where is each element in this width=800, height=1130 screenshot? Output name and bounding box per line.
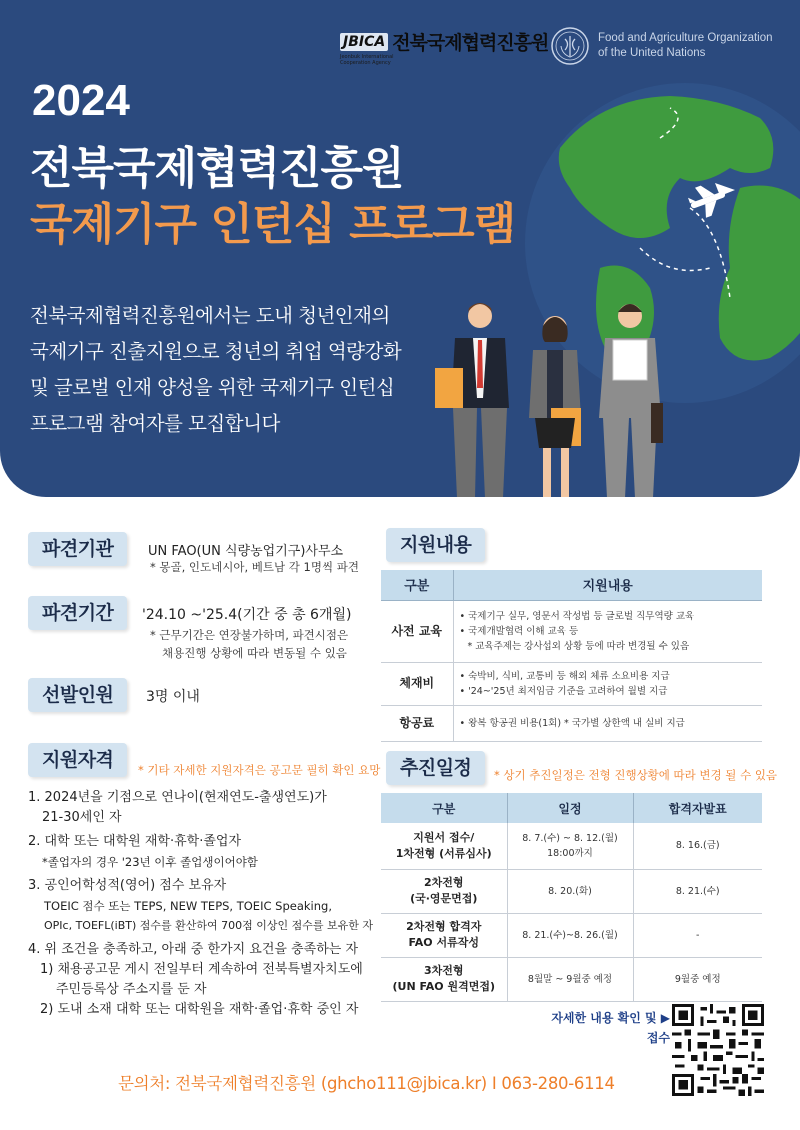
step-line: 2차전형 합격자 [406, 920, 482, 933]
jbica-sub-line1: Jeonbuk International [340, 54, 394, 60]
jbica-subtitle [340, 54, 394, 66]
table-cell: 체재비 [381, 662, 453, 705]
list-item [28, 876, 388, 936]
jbica-logo [340, 28, 549, 66]
qual-item-3: 3. 공인어학성적(영어) 점수 보유자 [28, 878, 227, 893]
qual-item-2-note: *졸업자의 경우 '23년 이후 졸업생이어야함 [42, 855, 258, 869]
fao-name [598, 31, 773, 61]
qual-item-4-sub2: 2) 도내 소재 대학 또는 대학원을 재학·졸업·휴학 중인 자 [40, 1002, 359, 1017]
contact-info: 문의처: 전북국제협력진흥원 (ghcho111@jbica.kr) I 063-280-6114 [118, 1074, 615, 1093]
step-line: 지원서 접수/ [413, 830, 475, 844]
support-line: • '24~'25년 최저임금 기준을 고려하여 월별 지급 [459, 685, 668, 697]
table-row [381, 869, 762, 913]
intro-line: 국제기구 진출지원으로 청년의 취업 역량강화 [30, 340, 402, 363]
support-line: • 국제기구 실무, 영문서 작성법 등 글로벌 직무역량 교육 [459, 610, 695, 622]
jbica-mark: JBICA [340, 33, 388, 51]
table-header: 구분 [381, 793, 507, 823]
table-cell [381, 957, 507, 1001]
date-line: 8. 7.(수) ~ 8. 12.(월) [522, 832, 618, 844]
step-line: 2차전형 [423, 876, 464, 889]
table-cell [507, 823, 633, 869]
qual-item-4-sub1a: 1) 채용공고문 게시 전일부터 계속하여 전북특별자치도에 [40, 962, 363, 977]
dispatch-period-value: '24.10 ~'25.4(기간 중 총 6개월) [142, 607, 352, 623]
list-item [28, 832, 388, 872]
qual-item-4-sub1b: 주민등록상 주소지를 둔 자 [56, 982, 207, 997]
selection-value: 3명 이내 [146, 689, 200, 705]
table-cell [453, 600, 762, 662]
dispatch-org-label: 파견기관 [28, 532, 127, 566]
schedule-label: 추진일정 [386, 751, 485, 785]
table-header: 지원내용 [453, 570, 762, 600]
table-header: 합격자발표 [633, 793, 762, 823]
fao-logo [550, 26, 773, 66]
table-cell [453, 662, 762, 705]
table-header-row [381, 793, 762, 823]
table-row [381, 913, 762, 957]
table-cell [381, 869, 507, 913]
support-line: • 국제개발협력 이해 교육 등 [459, 625, 579, 637]
support-line: • 왕복 항공권 비용(1회) * 국가별 상한액 내 실비 지급 [459, 717, 685, 729]
qualifications-note: * 기타 자세한 지원자격은 공고문 필히 확인 요망 [138, 763, 381, 777]
table-cell [381, 823, 507, 869]
table-cell: - [633, 913, 762, 957]
support-line: • 숙박비, 식비, 교통비 등 해외 체류 소요비용 지급 [459, 670, 670, 682]
dispatch-org-note: * 몽골, 인도네시아, 베트남 각 1명씩 파견 [150, 560, 359, 574]
step-line: 3차전형 [423, 964, 464, 977]
table-cell [453, 705, 762, 741]
fao-emblem-icon [550, 26, 590, 66]
table-row [381, 600, 762, 662]
dispatch-period-note-2: 채용진행 상황에 따라 변동될 수 있음 [162, 646, 347, 660]
qualifications-label: 지원자격 [28, 743, 127, 777]
table-row [381, 662, 762, 705]
qual-item-1b: 21-30세인 자 [42, 810, 122, 825]
support-table [381, 570, 762, 742]
intro-line: 전북국제협력진흥원에서는 도내 청년인재의 [30, 304, 390, 327]
qual-item-1a: 1. 2024년을 기점으로 연나이(현재연도-출생연도)가 [28, 790, 327, 805]
table-cell: 사전 교육 [381, 600, 453, 662]
schedule-table [381, 793, 762, 1002]
step-line: 1차전형 (서류심사) [395, 846, 492, 860]
list-item [28, 940, 388, 1020]
qr-code-icon[interactable] [672, 1004, 764, 1096]
hero-banner [0, 0, 800, 497]
qual-item-3-sub2: OPIc, TOEFL(iBT) 점수를 환산하여 700점 이상인 점수를 보유한 자 [44, 919, 374, 932]
table-header: 일정 [507, 793, 633, 823]
step-line: FAO 서류작성 [408, 936, 479, 949]
qual-item-4: 4. 위 조건을 충족하고, 아래 중 한가지 요건을 충족하는 자 [28, 942, 359, 957]
table-cell [381, 913, 507, 957]
step-line: (국·영문면접) [410, 892, 478, 905]
dispatch-org-value: UN FAO(UN 식량농업기구)사무소 [148, 544, 344, 559]
table-cell: 8. 20.(화) [507, 869, 633, 913]
apply-link-line2[interactable]: 접수 [646, 1031, 670, 1045]
table-cell: 항공료 [381, 705, 453, 741]
dispatch-period-note-1: * 근무기간은 연장불가하며, 파견시점은 [150, 628, 349, 642]
title-sub: 국제기구 인턴십 프로그램 [30, 199, 516, 250]
people-illustration [425, 298, 680, 497]
qual-item-3-sub1: TOEIC 점수 또는 TEPS, NEW TEPS, TOEIC Speaking, [44, 899, 332, 913]
table-row [381, 823, 762, 869]
fao-line1: Food and Agriculture Organization [598, 32, 773, 44]
support-label: 지원내용 [386, 528, 485, 562]
table-row [381, 705, 762, 741]
title-main: 전북국제협력진흥원 [30, 143, 404, 194]
fao-line2: of the United Nations [598, 47, 706, 59]
table-cell: 8. 21.(수) [633, 869, 762, 913]
apply-link-line1[interactable]: 자세한 내용 확인 및 ▶ [551, 1011, 670, 1025]
apply-link[interactable] [530, 1008, 670, 1048]
table-header: 구분 [381, 570, 453, 600]
table-cell: 8. 16.(금) [633, 823, 762, 869]
jbica-name: 전북국제협력진흥원 [392, 32, 549, 54]
qual-item-2: 2. 대학 또는 대학원 재학·휴학·졸업자 [28, 834, 242, 849]
table-cell: 8. 21.(수)~8. 26.(월) [507, 913, 633, 957]
table-row [381, 957, 762, 1001]
table-cell: 8월말 ~ 9월중 예정 [507, 957, 633, 1001]
table-cell: 9월중 예정 [633, 957, 762, 1001]
qualifications-list [28, 788, 388, 1024]
support-line: * 교육주제는 강사섭외 상황 등에 따라 변경될 수 있음 [467, 640, 690, 652]
schedule-note: * 상기 추진일정은 전형 진행상황에 따라 변경 될 수 있음 [494, 768, 778, 782]
list-item [28, 788, 388, 828]
title-year: 2024 [32, 76, 130, 125]
dispatch-period-label: 파견기간 [28, 596, 127, 630]
selection-label: 선발인원 [28, 678, 127, 712]
intro-line: 및 글로벌 인재 양성을 위한 국제기구 인턴십 [30, 376, 395, 399]
step-line: (UN FAO 원격면접) [392, 980, 495, 993]
date-line: 18:00까지 [547, 847, 593, 859]
intro-text [30, 298, 450, 442]
jbica-sub-line2: Cooperation Agency [340, 60, 391, 66]
table-header-row [381, 570, 762, 600]
intro-line: 프로그램 참여자를 모집합니다 [30, 412, 280, 435]
